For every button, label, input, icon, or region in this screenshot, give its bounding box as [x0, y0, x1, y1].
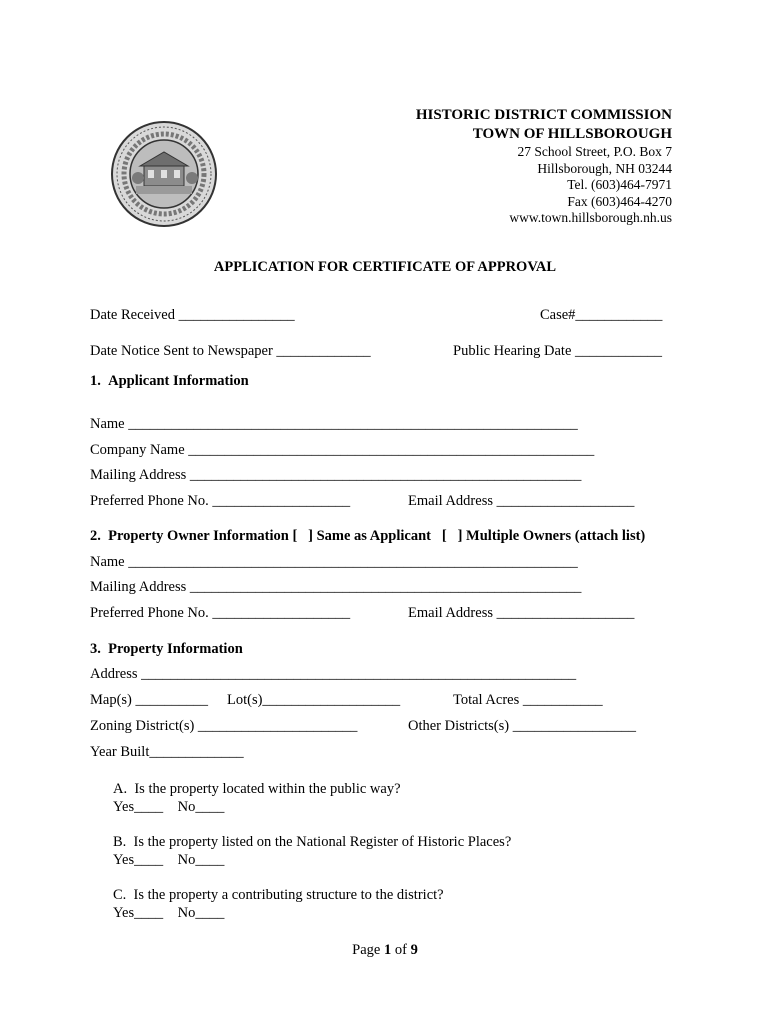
question-a-text: A. Is the property located within the public way?: [113, 781, 401, 797]
year-built-field[interactable]: Year Built_____________: [90, 744, 244, 760]
section-applicant-heading: 1. Applicant Information: [90, 373, 249, 389]
maps-field[interactable]: Map(s) __________: [90, 692, 209, 708]
page-of: of: [391, 942, 411, 958]
fax: Fax (603)464-4270: [567, 193, 672, 209]
question-c-text: C. Is the property a contributing structure to the district?: [113, 887, 444, 903]
date-received-field[interactable]: Date Received ________________: [90, 307, 295, 323]
total-acres-field[interactable]: Total Acres ___________: [453, 692, 603, 708]
org-name: HISTORIC DISTRICT COMMISSION: [415, 107, 672, 123]
current-page: 1: [383, 942, 392, 958]
page-number: [0, 942, 770, 959]
public-hearing-field[interactable]: Public Hearing Date ____________: [453, 343, 663, 359]
owner-phone-field[interactable]: Preferred Phone No. ___________________: [90, 605, 351, 621]
question-b-text: B. Is the property listed on the National Register of Historic Places?: [113, 834, 512, 850]
website: www.town.hillsborough.nh.us: [509, 210, 672, 225]
property-address-field[interactable]: Address ____________________________________________________________: [90, 666, 577, 682]
question-b-answer[interactable]: Yes____ No____: [113, 852, 225, 868]
letterhead: [416, 106, 672, 227]
other-districts-field[interactable]: Other Districts(s) _________________: [408, 718, 636, 734]
date-notice-field[interactable]: Date Notice Sent to Newspaper _____________: [90, 343, 371, 359]
section-property-heading: 3. Property Information: [90, 641, 243, 657]
applicant-mailing-field[interactable]: Mailing Address ______________________________________________________: [90, 467, 582, 483]
town-name: TOWN OF HILLSBOROUGH: [472, 126, 672, 142]
street-address: 27 School Street, P.O. Box 7: [517, 144, 672, 159]
applicant-phone-field[interactable]: Preferred Phone No. ___________________: [90, 493, 351, 509]
owner-email-field[interactable]: Email Address ___________________: [408, 605, 635, 621]
question-c-answer[interactable]: Yes____ No____: [113, 905, 225, 921]
question-a-answer[interactable]: Yes____ No____: [113, 799, 225, 815]
total-pages: 9: [410, 942, 418, 958]
lots-field[interactable]: Lot(s)___________________: [227, 692, 401, 708]
case-number-field[interactable]: Case#____________: [540, 307, 663, 323]
page-prefix: Page: [352, 942, 384, 958]
applicant-email-field[interactable]: Email Address ___________________: [408, 493, 635, 509]
owner-mailing-field[interactable]: Mailing Address ______________________________________________________: [90, 579, 582, 595]
company-name-field[interactable]: Company Name ________________________________________________________: [90, 442, 595, 458]
section-owner-heading: 2. Property Owner Information [ ] Same as Applicant [ ] Multiple Owners (attach list): [90, 528, 646, 544]
form-title: APPLICATION FOR CERTIFICATE OF APPROVAL: [213, 259, 557, 275]
town-seal-logo: [110, 120, 218, 228]
owner-name-field[interactable]: Name ______________________________________________________________: [90, 554, 578, 570]
telephone: Tel. (603)464-7971: [567, 177, 672, 192]
zoning-district-field[interactable]: Zoning District(s) ______________________: [90, 718, 358, 734]
city-address: Hillsborough, NH 03244: [537, 160, 672, 176]
applicant-name-field[interactable]: Name ______________________________________________________________: [90, 416, 578, 432]
